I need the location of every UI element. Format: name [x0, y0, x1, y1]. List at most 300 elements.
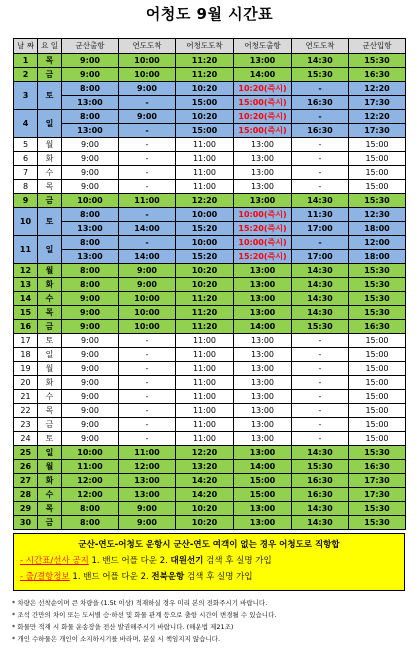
cell-gunsan-depart: 9:00: [62, 376, 119, 390]
cell-yeondo-arrive-return: -: [292, 376, 349, 390]
cell-eocheongdo-arrive: 11:00: [176, 390, 234, 404]
cell-gunsan-depart: 10:00: [62, 194, 119, 208]
cell-eocheongdo-depart: 13:00: [234, 334, 292, 348]
cell-date: 9: [14, 194, 38, 208]
cell-date: 19: [14, 362, 38, 376]
cell-day: 월: [38, 460, 62, 474]
cell-gunsan-arrive: 16:30: [349, 460, 406, 474]
cell-eocheongdo-depart: 13:00: [234, 166, 292, 180]
cell-eocheongdo-depart: 13:00: [234, 432, 292, 446]
cell-yeondo-arrive: -: [119, 432, 176, 446]
cell-gunsan-depart: 8:00: [62, 110, 119, 124]
cell-eocheongdo-depart: 13:00: [234, 418, 292, 432]
cell-yeondo-arrive-return: 17:00: [292, 250, 349, 264]
header-gunsan-depart: 군산출항: [62, 39, 119, 54]
cell-date: 3: [14, 82, 38, 110]
cell-date: 8: [14, 180, 38, 194]
cell-gunsan-depart: 8:00: [62, 82, 119, 96]
cell-day: 금: [38, 194, 62, 208]
cell-eocheongdo-arrive: 11:00: [176, 166, 234, 180]
cell-gunsan-arrive: 12:20: [349, 82, 406, 96]
cell-day: 화: [38, 278, 62, 292]
table-row: [14, 124, 406, 138]
cell-yeondo-arrive-return: -: [292, 432, 349, 446]
cell-yeondo-arrive-return: -: [292, 348, 349, 362]
cell-eocheongdo-depart: 15:00: [234, 474, 292, 488]
cell-day: 목: [38, 502, 62, 516]
cell-yeondo-arrive: 10:00: [119, 320, 176, 334]
cell-gunsan-depart: 9:00: [62, 54, 119, 68]
cell-date: 21: [14, 390, 38, 404]
table-row: [14, 82, 406, 96]
cell-gunsan-arrive: 15:30: [349, 278, 406, 292]
cell-yeondo-arrive-return: -: [292, 166, 349, 180]
cell-gunsan-depart: 9:00: [62, 138, 119, 152]
cell-yeondo-arrive-return: 14:30: [292, 446, 349, 460]
cell-eocheongdo-arrive: 11:00: [176, 152, 234, 166]
cell-eocheongdo-depart: 15:20(즉시): [234, 222, 292, 236]
cell-eocheongdo-depart: 15:20(즉시): [234, 250, 292, 264]
table-row: [14, 236, 406, 250]
cell-gunsan-arrive: 15:30: [349, 264, 406, 278]
cell-gunsan-depart: 10:00: [62, 446, 119, 460]
cell-gunsan-depart: 8:00: [62, 208, 119, 222]
cell-gunsan-depart: 8:00: [62, 502, 119, 516]
cell-yeondo-arrive-return: -: [292, 138, 349, 152]
cell-day: 목: [38, 404, 62, 418]
cell-gunsan-arrive: 17:30: [349, 488, 406, 502]
header-day: 요 일: [38, 39, 62, 54]
cell-gunsan-arrive: 15:30: [349, 516, 406, 530]
header-gunsan-arrive: 군산입항: [349, 39, 406, 54]
cell-date: 17: [14, 334, 38, 348]
cell-day: 토: [38, 334, 62, 348]
cell-yeondo-arrive-return: -: [292, 390, 349, 404]
cell-eocheongdo-arrive: 11:20: [176, 306, 234, 320]
cell-gunsan-depart: 8:00: [62, 236, 119, 250]
cell-gunsan-arrive: 12:20: [349, 110, 406, 124]
cell-yeondo-arrive: -: [119, 138, 176, 152]
cell-date: 29: [14, 502, 38, 516]
cell-yeondo-arrive: 10:00: [119, 54, 176, 68]
cell-gunsan-depart: 11:00: [62, 460, 119, 474]
cell-yeondo-arrive: 9:00: [119, 502, 176, 516]
cell-yeondo-arrive: -: [119, 96, 176, 110]
cell-gunsan-arrive: 15:00: [349, 404, 406, 418]
table-row: [14, 320, 406, 334]
note-vehicle: * 차량은 선착순이며 큰 차량을 (1.5t 이상) 적재하실 경우 미리 본의 전화주시기 바랍니다.: [12, 599, 268, 607]
cell-eocheongdo-depart: 13:00: [234, 502, 292, 516]
cell-yeondo-arrive: -: [119, 124, 176, 138]
cell-yeondo-arrive: -: [119, 418, 176, 432]
cell-yeondo-arrive-return: -: [292, 110, 349, 124]
table-row: [14, 474, 406, 488]
schedule-label: - 시간표/선사 공지: [20, 556, 89, 566]
cell-day: 목: [38, 306, 62, 320]
table-row: [14, 404, 406, 418]
cell-gunsan-arrive: 15:30: [349, 502, 406, 516]
cell-eocheongdo-depart: 13:00: [234, 446, 292, 460]
cell-eocheongdo-depart: 14:00: [234, 68, 292, 82]
cell-yeondo-arrive: -: [119, 236, 176, 250]
cell-yeondo-arrive-return: 14:30: [292, 502, 349, 516]
cell-yeondo-arrive: 12:00: [119, 460, 176, 474]
cell-gunsan-depart: 13:00: [62, 96, 119, 110]
cell-gunsan-depart: 9:00: [62, 320, 119, 334]
cell-yeondo-arrive: 11:00: [119, 446, 176, 460]
ferry-schedule-table: [13, 38, 406, 530]
cell-eocheongdo-arrive: 10:20: [176, 82, 234, 96]
cell-day: 토: [38, 432, 62, 446]
cell-day: 수: [38, 488, 62, 502]
cell-eocheongdo-arrive: 11:00: [176, 432, 234, 446]
table-row: [14, 194, 406, 208]
cell-eocheongdo-arrive: 10:00: [176, 236, 234, 250]
table-row: [14, 180, 406, 194]
cell-yeondo-arrive-return: -: [292, 418, 349, 432]
cell-date: 27: [14, 474, 38, 488]
cell-gunsan-depart: 9:00: [62, 68, 119, 82]
cell-date: 14: [14, 292, 38, 306]
cell-day: 토: [38, 82, 62, 110]
cell-gunsan-arrive: 15:00: [349, 348, 406, 362]
cell-yeondo-arrive: -: [119, 404, 176, 418]
cell-eocheongdo-arrive: 11:20: [176, 54, 234, 68]
cell-yeondo-arrive-return: 14:30: [292, 516, 349, 530]
cell-day: 화: [38, 152, 62, 166]
cell-date: 7: [14, 166, 38, 180]
cell-eocheongdo-depart: 13:00: [234, 264, 292, 278]
page-title: 어청도 9월 시간표: [145, 5, 274, 23]
cell-gunsan-depart: 12:00: [62, 488, 119, 502]
cell-gunsan-arrive: 18:00: [349, 250, 406, 264]
cell-yeondo-arrive-return: 14:30: [292, 264, 349, 278]
cell-yeondo-arrive: 14:00: [119, 250, 176, 264]
cell-eocheongdo-depart: 13:00: [234, 306, 292, 320]
cell-eocheongdo-arrive: 15:00: [176, 96, 234, 110]
header-date: 날 짜: [14, 39, 38, 54]
cell-yeondo-arrive-return: -: [292, 334, 349, 348]
cell-date: 25: [14, 446, 38, 460]
notice-box: [13, 533, 405, 591]
cell-eocheongdo-depart: 15:00: [234, 488, 292, 502]
cell-day: 금: [38, 516, 62, 530]
cell-yeondo-arrive-return: 11:30: [292, 208, 349, 222]
cell-eocheongdo-arrive: 11:00: [176, 376, 234, 390]
cell-yeondo-arrive: 9:00: [119, 82, 176, 96]
cell-eocheongdo-arrive: 15:20: [176, 250, 234, 264]
cell-gunsan-depart: 13:00: [62, 250, 119, 264]
cell-yeondo-arrive-return: 14:30: [292, 292, 349, 306]
table-header-row: [14, 39, 406, 54]
cell-eocheongdo-depart: 10:00(즉시): [234, 208, 292, 222]
notice-departure-line: [20, 570, 404, 582]
cell-day: 일: [38, 446, 62, 460]
cell-gunsan-arrive: 15:00: [349, 376, 406, 390]
cell-yeondo-arrive: -: [119, 362, 176, 376]
cell-day: 토: [38, 208, 62, 236]
cell-gunsan-depart: 9:00: [62, 418, 119, 432]
cell-date: 13: [14, 278, 38, 292]
cell-gunsan-depart: 9:00: [62, 306, 119, 320]
cell-gunsan-depart: 9:00: [62, 432, 119, 446]
cell-gunsan-arrive: 16:30: [349, 68, 406, 82]
cell-eocheongdo-depart: 10:00(즉시): [234, 236, 292, 250]
cell-yeondo-arrive-return: 14:30: [292, 194, 349, 208]
cell-gunsan-arrive: 15:30: [349, 194, 406, 208]
cell-yeondo-arrive-return: -: [292, 82, 349, 96]
cell-yeondo-arrive-return: 16:30: [292, 124, 349, 138]
cell-date: 24: [14, 432, 38, 446]
cell-gunsan-depart: 13:00: [62, 222, 119, 236]
cell-day: 일: [38, 110, 62, 138]
cell-eocheongdo-depart: 13:00: [234, 138, 292, 152]
cell-yeondo-arrive: 13:00: [119, 488, 176, 502]
cell-eocheongdo-depart: 13:00: [234, 348, 292, 362]
cell-eocheongdo-arrive: 15:20: [176, 222, 234, 236]
table-row: [14, 68, 406, 82]
table-row: [14, 362, 406, 376]
cell-gunsan-depart: 8:00: [62, 278, 119, 292]
cell-yeondo-arrive-return: 16:30: [292, 488, 349, 502]
cell-eocheongdo-arrive: 11:00: [176, 138, 234, 152]
departure-label: - 출/결항정보: [20, 572, 70, 582]
cell-date: 5: [14, 138, 38, 152]
cell-gunsan-arrive: 15:00: [349, 166, 406, 180]
table-row: [14, 110, 406, 124]
cell-date: 15: [14, 306, 38, 320]
cell-eocheongdo-depart: 13:00: [234, 376, 292, 390]
cell-gunsan-depart: 9:00: [62, 390, 119, 404]
cell-eocheongdo-depart: 13:00: [234, 362, 292, 376]
cell-eocheongdo-depart: 13:00: [234, 278, 292, 292]
cell-eocheongdo-depart: 14:00: [234, 320, 292, 334]
cell-yeondo-arrive-return: 17:00: [292, 222, 349, 236]
cell-eocheongdo-arrive: 10:20: [176, 502, 234, 516]
cell-yeondo-arrive: 10:00: [119, 68, 176, 82]
table-row: [14, 334, 406, 348]
cell-yeondo-arrive: -: [119, 390, 176, 404]
cell-yeondo-arrive-return: 16:30: [292, 474, 349, 488]
cell-date: 23: [14, 418, 38, 432]
notice-schedule-line: [20, 554, 404, 566]
cell-yeondo-arrive: -: [119, 180, 176, 194]
cell-gunsan-arrive: 17:30: [349, 124, 406, 138]
cell-yeondo-arrive-return: 15:30: [292, 460, 349, 474]
cell-eocheongdo-depart: 13:00: [234, 180, 292, 194]
cell-date: 20: [14, 376, 38, 390]
cell-yeondo-arrive-return: 15:30: [292, 320, 349, 334]
cell-eocheongdo-arrive: 12:20: [176, 446, 234, 460]
cell-yeondo-arrive-return: -: [292, 180, 349, 194]
table-row: [14, 292, 406, 306]
cell-eocheongdo-arrive: 11:20: [176, 320, 234, 334]
cell-day: 화: [38, 376, 62, 390]
cell-gunsan-arrive: 17:30: [349, 474, 406, 488]
cell-eocheongdo-arrive: 11:00: [176, 362, 234, 376]
cell-gunsan-arrive: 16:30: [349, 320, 406, 334]
cell-yeondo-arrive: -: [119, 166, 176, 180]
cell-gunsan-arrive: 18:00: [349, 222, 406, 236]
table-row: [14, 432, 406, 446]
table-row: [14, 222, 406, 236]
cell-eocheongdo-depart: 13:00: [234, 194, 292, 208]
table-row: [14, 488, 406, 502]
table-row: [14, 502, 406, 516]
cell-day: 일: [38, 348, 62, 362]
header-eocheongdo-depart: 어청도출항: [234, 39, 292, 54]
cell-day: 화: [38, 474, 62, 488]
cell-eocheongdo-depart: 13:00: [234, 390, 292, 404]
cell-yeondo-arrive-return: -: [292, 152, 349, 166]
cell-eocheongdo-arrive: 15:00: [176, 124, 234, 138]
cell-day: 월: [38, 362, 62, 376]
cell-yeondo-arrive: 10:00: [119, 306, 176, 320]
cell-eocheongdo-arrive: 10:20: [176, 110, 234, 124]
cell-yeondo-arrive-return: -: [292, 362, 349, 376]
cell-yeondo-arrive: -: [119, 334, 176, 348]
departure-instructions: 1. 밴드 어플 다운 2. 전북운항 검색 후 실명 가입: [72, 572, 253, 582]
cell-gunsan-arrive: 15:00: [349, 362, 406, 376]
note-luggage: * 개인 수하물은 개인이 소지하시기를 바라며, 분실 시 책임지지 않습니다.: [12, 635, 221, 643]
cell-day: 일: [38, 236, 62, 264]
table-row: [14, 390, 406, 404]
cell-date: 12: [14, 264, 38, 278]
cell-yeondo-arrive: 11:00: [119, 194, 176, 208]
cell-day: 수: [38, 390, 62, 404]
cell-yeondo-arrive: 9:00: [119, 516, 176, 530]
cell-day: 월: [38, 138, 62, 152]
cell-day: 금: [38, 320, 62, 334]
cell-date: 2: [14, 68, 38, 82]
cell-gunsan-arrive: 12:30: [349, 208, 406, 222]
cell-eocheongdo-arrive: 10:20: [176, 278, 234, 292]
cell-yeondo-arrive-return: 14:30: [292, 278, 349, 292]
cell-yeondo-arrive: -: [119, 348, 176, 362]
cell-eocheongdo-arrive: 11:00: [176, 348, 234, 362]
table-row: [14, 460, 406, 474]
cell-gunsan-arrive: 15:00: [349, 418, 406, 432]
cell-date: 18: [14, 348, 38, 362]
cell-eocheongdo-arrive: 10:00: [176, 208, 234, 222]
table-row: [14, 166, 406, 180]
cell-yeondo-arrive: -: [119, 152, 176, 166]
cell-yeondo-arrive-return: -: [292, 236, 349, 250]
cell-yeondo-arrive: 9:00: [119, 264, 176, 278]
header-eocheongdo-arrive: 어청도도착: [176, 39, 234, 54]
table-row: [14, 96, 406, 110]
cell-date: 10: [14, 208, 38, 236]
table-row: [14, 446, 406, 460]
table-row: [14, 250, 406, 264]
cell-gunsan-depart: 13:00: [62, 124, 119, 138]
cell-gunsan-depart: 9:00: [62, 180, 119, 194]
cell-eocheongdo-depart: 13:00: [234, 404, 292, 418]
table-row: [14, 264, 406, 278]
schedule-instructions: 1. 밴드 어플 다운 2. 대원선기 검색 후 실명 가입: [91, 556, 272, 566]
cell-day: 금: [38, 418, 62, 432]
cell-yeondo-arrive: 13:00: [119, 474, 176, 488]
cell-date: 1: [14, 54, 38, 68]
header-yeondo-arrive: 연도도착: [119, 39, 176, 54]
cell-yeondo-arrive-return: -: [292, 404, 349, 418]
notice-direct-route: 군산-연도-어청도 운항시 군산-연도 여객이 없는 경우 어청도로 직항합: [78, 540, 340, 550]
cell-eocheongdo-arrive: 10:20: [176, 264, 234, 278]
cell-day: 목: [38, 54, 62, 68]
cell-gunsan-depart: 9:00: [62, 152, 119, 166]
cell-yeondo-arrive-return: 16:30: [292, 96, 349, 110]
cell-yeondo-arrive: -: [119, 208, 176, 222]
note-cargo: * 화물만 적재 시 화물 운송장을 전산 발권해주시기 바랍니다. (해운법 제21조): [12, 623, 234, 631]
cell-date: 16: [14, 320, 38, 334]
table-row: [14, 54, 406, 68]
cell-gunsan-arrive: 15:30: [349, 54, 406, 68]
cell-date: 11: [14, 236, 38, 264]
cell-gunsan-depart: 9:00: [62, 404, 119, 418]
cell-yeondo-arrive-return: 15:30: [292, 68, 349, 82]
table-row: [14, 208, 406, 222]
cell-eocheongdo-depart: 13:00: [234, 292, 292, 306]
cell-day: 수: [38, 292, 62, 306]
cell-eocheongdo-arrive: 10:20: [176, 516, 234, 530]
cell-gunsan-depart: 12:00: [62, 474, 119, 488]
cell-eocheongdo-depart: 13:00: [234, 54, 292, 68]
cell-gunsan-arrive: 15:00: [349, 334, 406, 348]
cell-gunsan-arrive: 15:30: [349, 306, 406, 320]
cell-date: 6: [14, 152, 38, 166]
note-tide: * 조석 간만의 차이 또는 도서별 승·하선 및 화물 관계 등으로 출항 시간이 변경될 수 있습니다.: [12, 611, 277, 619]
cell-gunsan-depart: 9:00: [62, 334, 119, 348]
cell-eocheongdo-arrive: 11:20: [176, 68, 234, 82]
cell-gunsan-arrive: 15:00: [349, 390, 406, 404]
table-row: [14, 348, 406, 362]
cell-gunsan-arrive: 15:00: [349, 152, 406, 166]
cell-gunsan-arrive: 15:30: [349, 292, 406, 306]
cell-yeondo-arrive: -: [119, 376, 176, 390]
table-row: [14, 376, 406, 390]
cell-eocheongdo-depart: 14:00: [234, 460, 292, 474]
cell-day: 수: [38, 166, 62, 180]
cell-date: 4: [14, 110, 38, 138]
cell-day: 월: [38, 264, 62, 278]
cell-eocheongdo-arrive: 13:20: [176, 460, 234, 474]
cell-eocheongdo-depart: 13:00: [234, 152, 292, 166]
cell-gunsan-depart: 8:00: [62, 264, 119, 278]
cell-eocheongdo-depart: 15:00(즉시): [234, 96, 292, 110]
cell-eocheongdo-arrive: 14:20: [176, 474, 234, 488]
cell-gunsan-depart: 9:00: [62, 348, 119, 362]
cell-date: 30: [14, 516, 38, 530]
notes-list: [12, 597, 410, 645]
header-yeondo-arrive-return: 연도도착: [292, 39, 349, 54]
cell-day: 금: [38, 68, 62, 82]
table-row: [14, 278, 406, 292]
cell-gunsan-arrive: 15:30: [349, 446, 406, 460]
cell-eocheongdo-depart: 10:20(즉시): [234, 82, 292, 96]
cell-gunsan-arrive: 12:00: [349, 236, 406, 250]
cell-gunsan-arrive: 17:30: [349, 96, 406, 110]
cell-gunsan-arrive: 15:00: [349, 432, 406, 446]
cell-eocheongdo-depart: 13:00: [234, 516, 292, 530]
table-row: [14, 138, 406, 152]
cell-gunsan-depart: 8:00: [62, 516, 119, 530]
table-row: [14, 152, 406, 166]
schedule-body: [14, 54, 406, 530]
cell-date: 28: [14, 488, 38, 502]
cell-date: 22: [14, 404, 38, 418]
cell-gunsan-depart: 9:00: [62, 166, 119, 180]
cell-yeondo-arrive: 10:00: [119, 292, 176, 306]
